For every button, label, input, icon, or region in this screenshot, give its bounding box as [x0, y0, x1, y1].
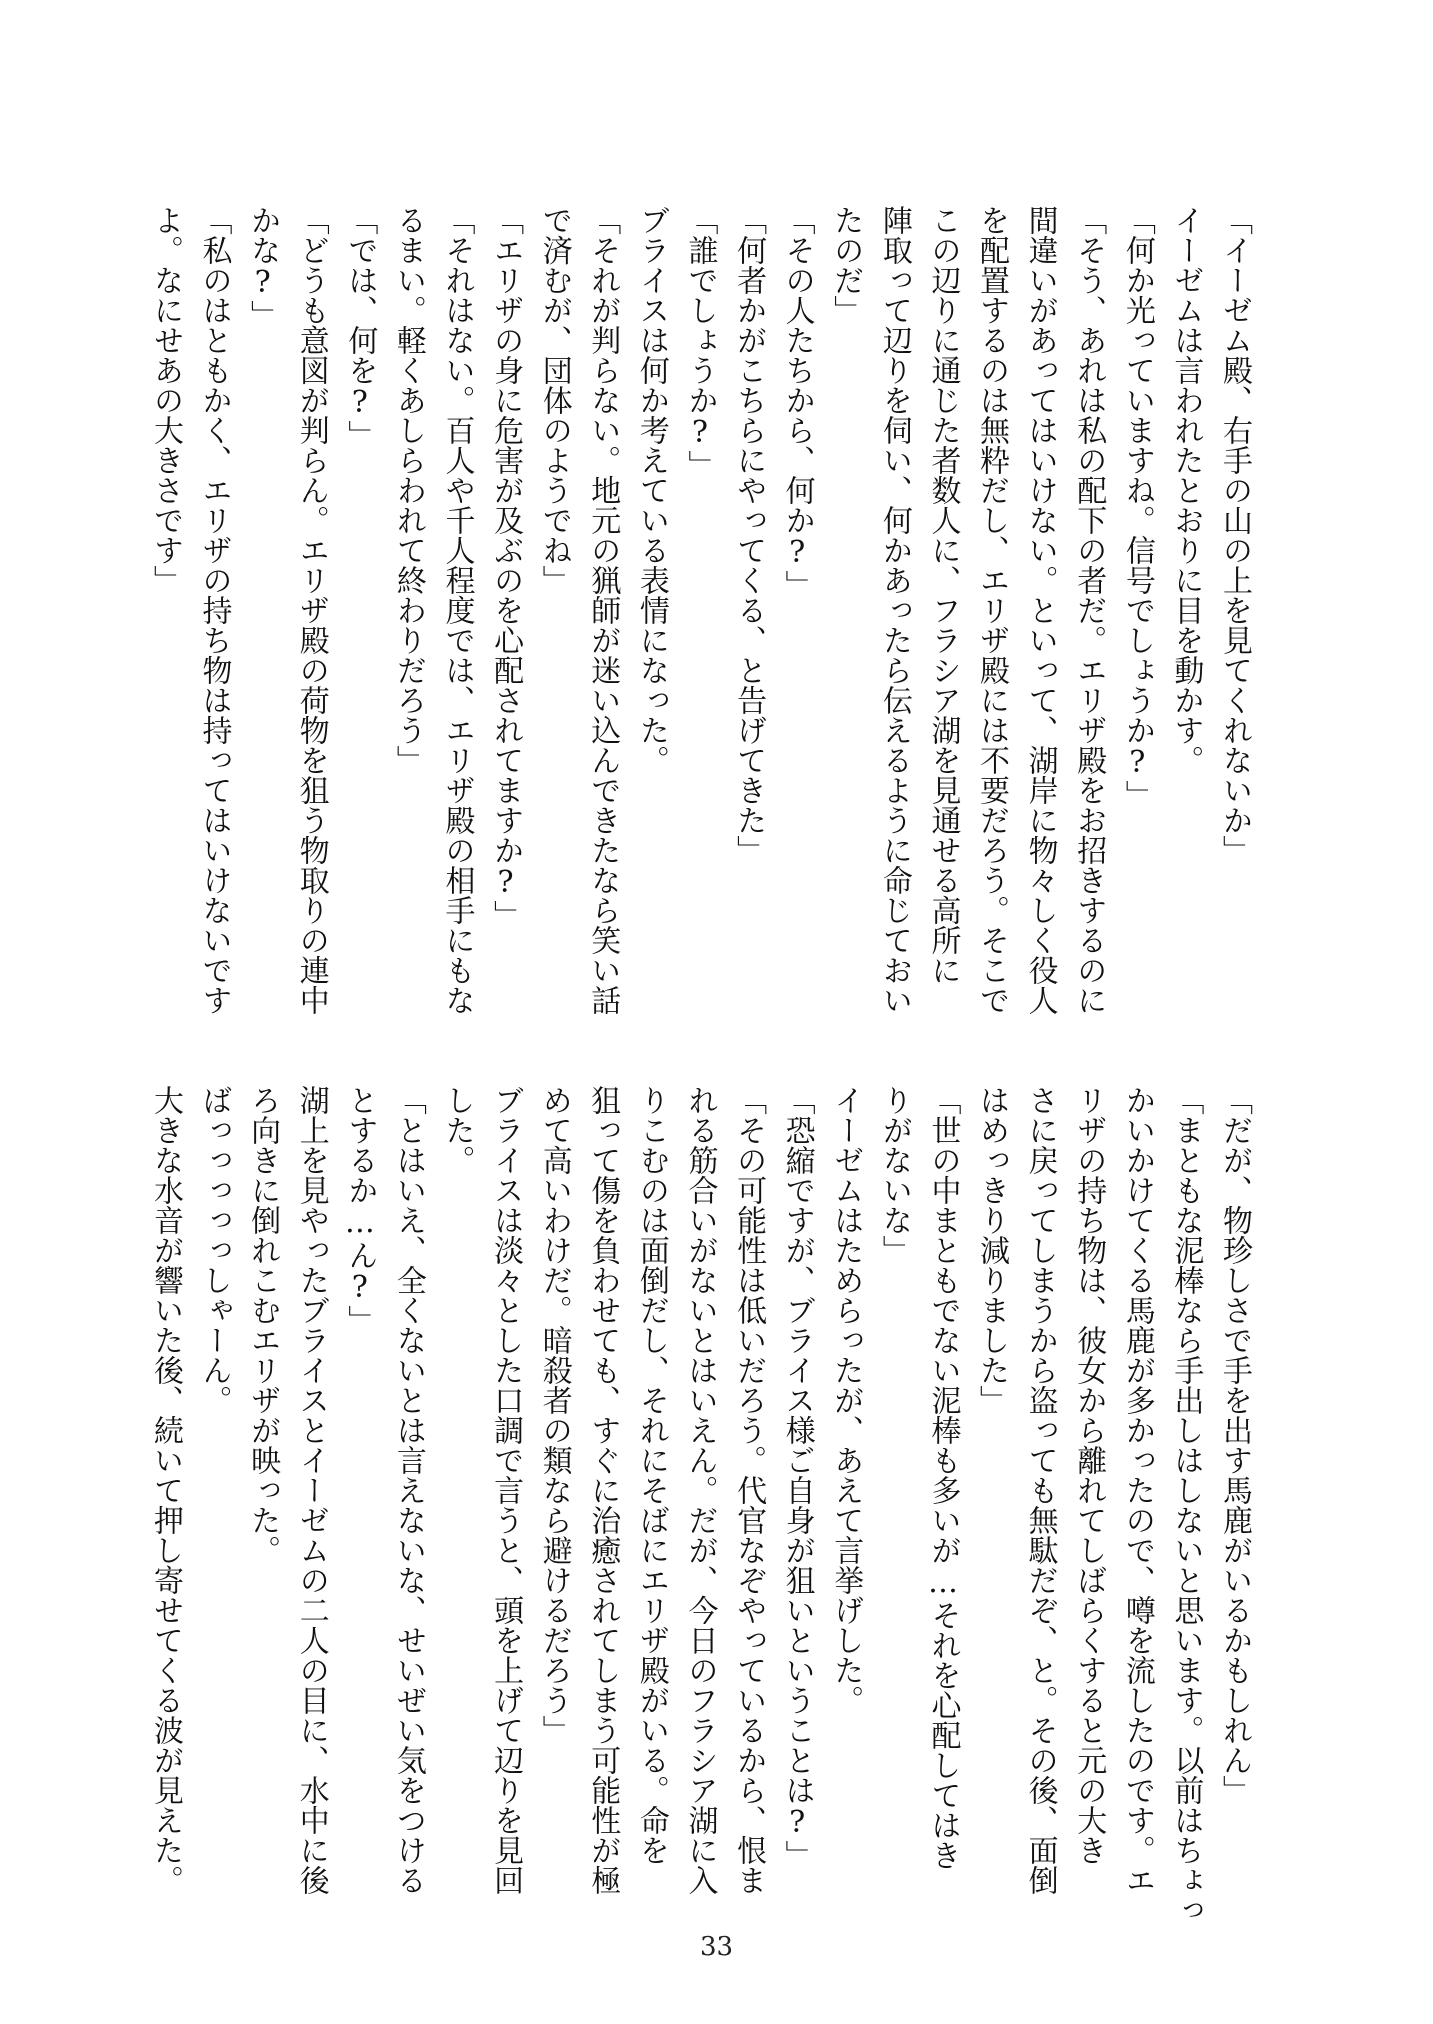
text-line: 間違いがあってはいけない。といって、湖岸に物々しく役人: [1022, 205, 1058, 1015]
text-line: 「誰でしょうか?」: [682, 205, 718, 480]
text-line: 「とはいえ、全くないとは言えないな、せいぜい気をつける: [390, 1085, 426, 1895]
text-line: イーゼムはためらったが、あえて言挙げした。: [828, 1085, 864, 1715]
text-line: よ。なにせあの大きさです」: [147, 205, 183, 595]
text-line: とするか…ん?」: [342, 1085, 378, 1335]
text-line: この辺りに通じた者数人に、フラシア湖を見通せる高所に: [925, 205, 961, 985]
text-line: 「イーゼム殿、右手の山の上を見てくれないか」: [1217, 205, 1252, 865]
text-line: で済むが、団体のようでね」: [536, 205, 572, 595]
text-line: 「だが、物珍しさで手を出す馬鹿がいるかもしれん」: [1217, 1085, 1252, 1805]
text-line: 大きな水音が響いた後、続いて押し寄せてくる波が見えた。: [147, 1085, 183, 1895]
text-line: 「その可能性は低いだろう。代官なぞやっているから、恨ま: [731, 1085, 767, 1895]
text-line: 「その人たちから、何か?」: [779, 205, 815, 600]
text-line: リザの持ち物は、彼女から離れてしばらくすると元の大き: [1071, 1085, 1107, 1865]
text-line: るまい。軽くあしらわれて終わりだろう」: [390, 205, 426, 775]
text-line: りこむのは面倒だし、それにそばにエリザ殿がいる。命を: [633, 1085, 669, 1865]
text-line: イーゼムは言われたとおりに目を動かす。: [1168, 205, 1204, 775]
text-line: ブライスは淡々とした口調で言うと、頭を上げて辺りを見回: [488, 1085, 524, 1895]
bottom-text-block: [147, 1085, 1258, 1925]
text-line: めて高いわけだ。暗殺者の類なら避けるだろう」: [536, 1085, 572, 1745]
text-line: 「では、何を?」: [342, 205, 378, 450]
text-line: 「恐縮ですが、ブライス様ご自身が狙いということは?」: [779, 1085, 815, 1870]
page-number: 33: [699, 1932, 734, 1962]
text-line: かな?」: [245, 205, 281, 330]
text-line: はめっきり減りました」: [974, 1085, 1010, 1415]
text-line: れる筋合いがないとはいえん。だが、今日のフラシア湖に入: [682, 1085, 718, 1895]
text-line: ろ向きに倒れこむエリザが映った。: [245, 1085, 281, 1565]
text-line: 「そう、あれは私の配下の者だ。エリザ殿をお招きするのに: [1071, 205, 1107, 1015]
text-line: 「それはない。百人や千人程度では、エリザ殿の相手にもな: [439, 205, 475, 1015]
text-line: ばっっっっっしゃーん。: [196, 1085, 232, 1415]
top-text-block: [147, 205, 1258, 1060]
text-line: 「私のはともかく、エリザの持ち物は持ってはいけないです: [196, 205, 232, 1015]
text-line: 湖上を見やったブライスとイーゼムの二人の目に、水中に後: [293, 1085, 329, 1895]
text-line: した。: [439, 1085, 475, 1175]
text-line: 「世の中まともでない泥棒も多いが…それを心配してはき: [925, 1085, 961, 1870]
text-line: りがないな」: [876, 1085, 912, 1265]
text-line: 「エリザの身に危害が及ぶのを心配されてますか?」: [488, 205, 524, 930]
text-line: 「何か光っていますね。信号でしょうか?」: [1119, 205, 1155, 810]
text-line: 「何者かがこちらにやってくる、と告げてきた」: [731, 205, 767, 865]
text-line: かいかけてくる馬鹿が多かったので、噂を流したのです。エ: [1119, 1085, 1155, 1895]
text-line: 陣取って辺りを伺い、何かあったら伝えるように命じておい: [876, 205, 912, 1015]
text-line: さに戻ってしまうから盗っても無駄だぞ、と。その後、面倒: [1022, 1085, 1058, 1895]
text-line: ブライスは何か考えている表情になった。: [633, 205, 669, 775]
text-line: 「どうも意図が判らん。エリザ殿の荷物を狙う物取りの連中: [293, 205, 329, 1015]
text-line: 狙って傷を負わせても、すぐに治癒されてしまう可能性が極: [585, 1085, 621, 1895]
text-line: を配置するのは無粋だし、エリザ殿には不要だろう。そこで: [974, 205, 1010, 1015]
text-line: 「まともな泥棒なら手出しはしないと思います。以前はちょっ: [1168, 1085, 1204, 1925]
text-line: 「それが判らない。地元の猟師が迷い込んできたなら笑い話: [585, 205, 621, 1015]
text-line: たのだ」: [828, 205, 864, 325]
